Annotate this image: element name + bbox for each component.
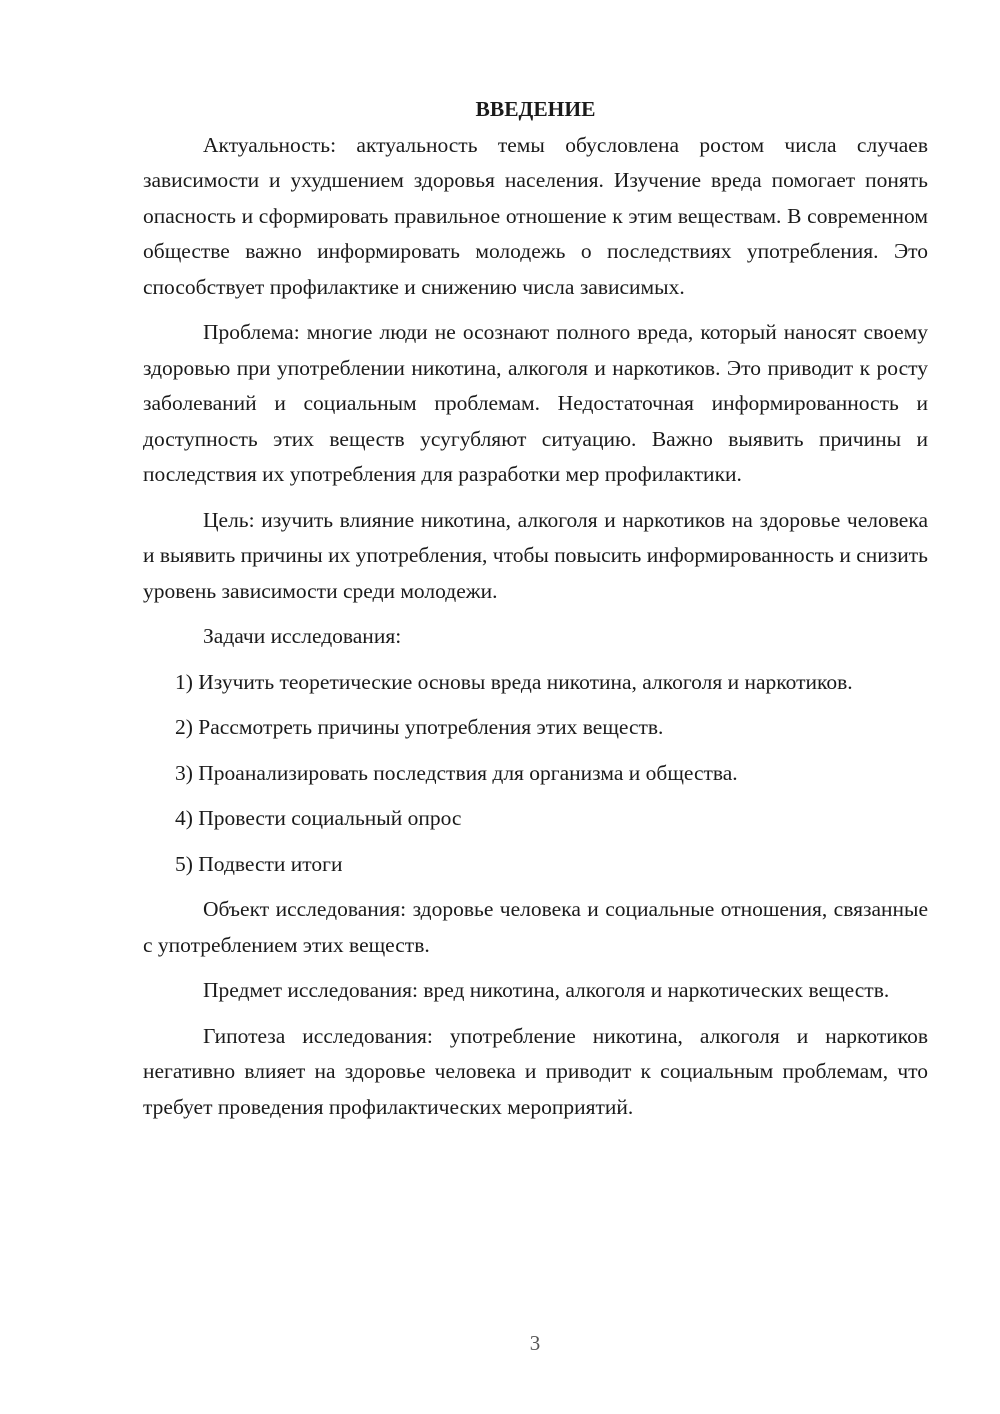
subject-paragraph: Предмет исследования: вред никотина, алкоголя и наркотических веществ. [203,978,890,1002]
problem-paragraph: Проблема: многие люди не осознают полного вреда, который наносят своему здоровью при употреблении никотина, алкоголя и наркотиков. Это приводит к росту заболеваний и социальным проблемам. Недостаточная информированность и доступность этих веществ усугубляют ситуацию. Важно выявить причины и последствия их употребления для разработки мер профилактики. [143,320,928,486]
task-item-5: 5) Подвести итоги [175,851,343,876]
task-item-2: 2) Рассмотреть причины употребления этих веществ. [175,715,664,739]
object-paragraph: Объект исследования: здоровье человека и социальные отношения, связанные с употреблением этих веществ. [143,897,928,957]
goal-paragraph: Цель: изучить влияние никотина, алкоголя и наркотиков на здоровье человека и выявить причины их употребления, чтобы повысить информированность и снизить уровень зависимости среди молодежи. [143,507,928,603]
task-item-1: 1) Изучить теоретические основы вреда никотина, алкоголя и наркотиков. [175,669,853,694]
document-page [143,92,928,1135]
relevance-paragraph: Актуальность: актуальность темы обусловлена ростом числа случаев зависимости и ухудшением здоровья населения. Изучение вреда помогает понять опасность и сформировать правильное отношение к этим веществам. В современном обществе важно информировать молодежь о последствиях употребления. Это способствует профилактике и снижению числа зависимых. [143,132,928,299]
hypothesis-paragraph: Гипотеза исследования: употребление никотина, алкоголя и наркотиков негативно влияет на здоровье человека и приводит к социальным проблемам, что требует проведения профилактических мероприятий. [143,1023,928,1119]
task-item-3: 3) Проанализировать последствия для организма и общества. [175,760,738,785]
tasks-heading: Задачи исследования: [203,624,402,648]
section-title: ВВЕДЕНИЕ [475,97,596,121]
task-item-4: 4) Провести социальный опрос [175,806,462,830]
page-number: 3 [529,1331,541,1355]
